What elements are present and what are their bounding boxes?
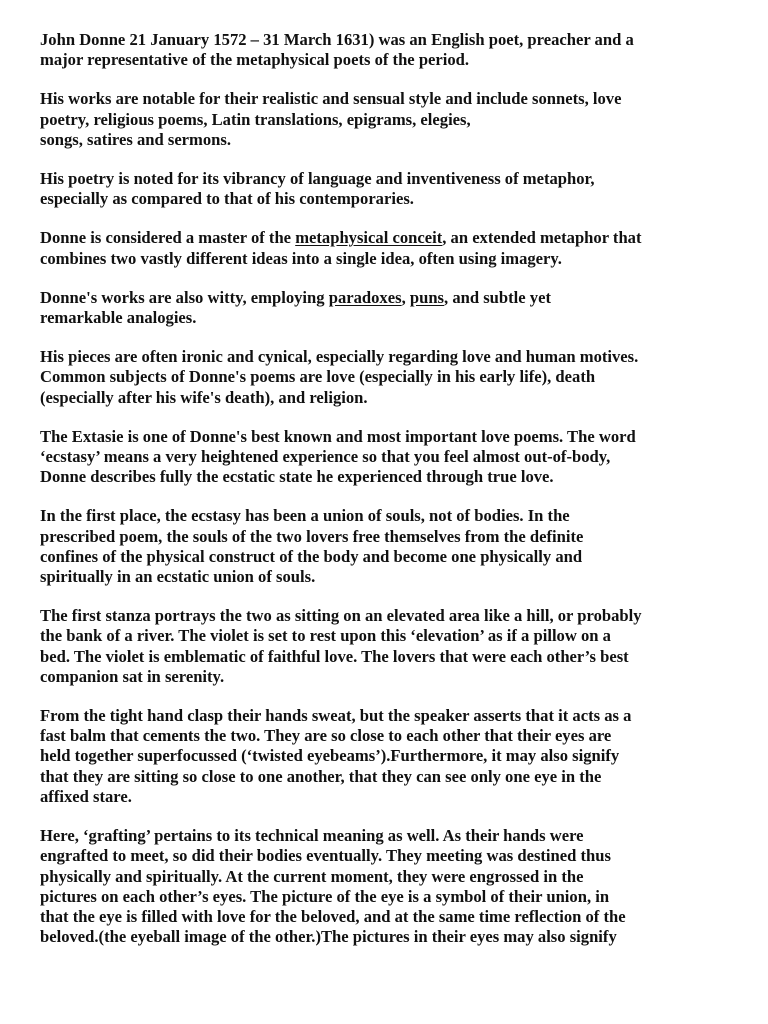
paragraph-poetry — [40, 169, 740, 209]
text-line: affixed stare. — [40, 786, 132, 806]
text-line: Donne describes fully the ecstatic state he experienced through true love. — [40, 467, 554, 487]
text-line — [40, 288, 740, 308]
text-line: that the eye is filled with love for the beloved, and at the same time reflection of the — [40, 906, 626, 926]
text-line: His works are notable for their realistic and sensual style and include sonnets, love — [40, 89, 622, 109]
text-line: confines of the physical construct of the body and become one physically and — [40, 546, 583, 566]
text-fragment: , — [401, 287, 410, 307]
paragraph-subjects — [40, 347, 740, 408]
metaphysical-conceit-link[interactable]: metaphysical conceit — [295, 228, 443, 248]
text-line: beloved.(the eyeball image of the other.)The pictures in their eyes may also signify — [40, 927, 617, 947]
text-line: pictures on each other’s eyes. The picture of the eye is a symbol of their union, in — [40, 886, 610, 906]
text-line: ‘ecstasy’ means a very heightened experience so that you feel almost out-of-body, — [40, 447, 611, 467]
paragraph-wit — [40, 288, 740, 328]
text-line: (especially after his wife's death), and religion. — [40, 387, 368, 407]
text-line: engrafted to meet, so did their bodies eventually. They meeting was destined thus — [40, 846, 611, 866]
text-line: Common subjects of Donne's poems are love (especially in his early life), death — [40, 367, 596, 387]
text-fragment: , an extended metaphor that — [442, 228, 642, 248]
text-line: major representative of the metaphysical poets of the period. — [40, 50, 470, 70]
paragraph-grafting — [40, 826, 740, 947]
text-line: The first stanza portrays the two as sitting on an elevated area like a hill, or probably — [40, 606, 642, 626]
text-line: spiritually in an ecstatic union of souls. — [40, 567, 316, 587]
text-fragment: Donne is considered a master of the — [40, 228, 296, 248]
paragraph-extasie — [40, 427, 740, 488]
paragraph-intro — [40, 30, 740, 70]
text-line: especially as compared to that of his contemporaries. — [40, 189, 414, 209]
text-line: poetry, religious poems, Latin translations, epigrams, elegies, — [40, 109, 471, 129]
text-line: the bank of a river. The violet is set to rest upon this ‘elevation’ as if a pillow on a — [40, 626, 611, 646]
text-fragment: , and subtle yet — [444, 287, 551, 307]
text-line: In the first place, the ecstasy has been a union of souls, not of bodies. In the — [40, 506, 570, 526]
paragraph-conceit — [40, 228, 740, 268]
puns-link[interactable]: puns — [409, 287, 445, 307]
text-line: His pieces are often ironic and cynical, especially regarding love and human motives. — [40, 347, 639, 367]
text-line: songs, satires and sermons. — [40, 129, 232, 149]
text-line: His poetry is noted for its vibrancy of language and inventiveness of metaphor, — [40, 169, 595, 189]
text-fragment: Donne's works are also witty, employing — [40, 287, 329, 307]
document-page — [40, 30, 740, 966]
paragraph-first-stanza — [40, 606, 740, 687]
text-line: combines two vastly different ideas into a single idea, often using imagery. — [40, 248, 562, 268]
text-line: From the tight hand clasp their hands sweat, but the speaker asserts that it acts as a — [40, 706, 632, 726]
text-line: bed. The violet is emblematic of faithful love. The lovers that were each other’s best — [40, 646, 629, 666]
text-line: The Extasie is one of Donne's best known and most important love poems. The word — [40, 426, 636, 446]
paragraph-works — [40, 89, 740, 150]
text-line: held together superfocussed (‘twisted eyebeams’).Furthermore, it may also signify — [40, 746, 620, 766]
text-line: companion sat in serenity. — [40, 666, 225, 686]
text-line: Here, ‘grafting’ pertains to its technical meaning as well. As their hands were — [40, 826, 584, 846]
text-line: physically and spiritually. At the current moment, they were engrossed in the — [40, 866, 584, 886]
text-line: that they are sitting so close to one another, that they can see only one eye in the — [40, 766, 602, 786]
text-line: John Donne 21 January 1572 – 31 March 1631) was an English poet, preacher and a — [40, 30, 634, 49]
paragraph-hand-clasp — [40, 706, 740, 807]
paragraph-union — [40, 506, 740, 587]
text-line: prescribed poem, the souls of the two lovers free themselves from the definite — [40, 526, 584, 546]
text-line: remarkable analogies. — [40, 308, 197, 328]
paradoxes-link[interactable]: paradoxes — [328, 287, 402, 307]
text-line: fast balm that cements the two. They are so close to each other that their eyes are — [40, 726, 612, 746]
text-line — [40, 228, 740, 248]
